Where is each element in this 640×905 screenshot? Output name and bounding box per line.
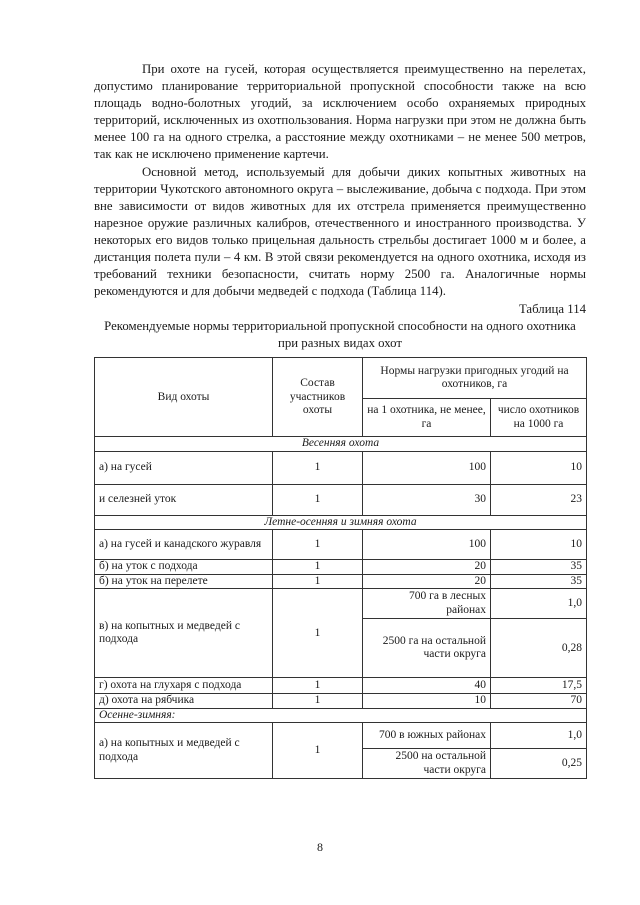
table-row xyxy=(95,530,587,560)
table-row xyxy=(95,484,587,515)
cell-per-1000: 0,25 xyxy=(491,749,587,779)
header-per-hunter: на 1 охотника, не менее, га xyxy=(363,399,491,437)
cell-members: 1 xyxy=(273,484,363,515)
table-row xyxy=(95,451,587,484)
cell-members: 1 xyxy=(273,530,363,560)
table-row xyxy=(95,560,587,575)
cell-per-1000: 1,0 xyxy=(491,723,587,749)
norms-table xyxy=(94,357,587,779)
cell-per-1000: 17,5 xyxy=(491,678,587,694)
page-content xyxy=(94,61,586,779)
cell-per-1000: 35 xyxy=(491,560,587,575)
cell-per-1000: 10 xyxy=(491,451,587,484)
cell-per-hunter: 30 xyxy=(363,484,491,515)
cell-per-hunter: 40 xyxy=(363,678,491,694)
section-row: Летне-осенняя и зимняя охота xyxy=(95,515,587,530)
cell-type: д) охота на рябчика xyxy=(95,694,273,709)
table-row xyxy=(95,723,587,749)
table-caption: Таблица 114 xyxy=(518,302,586,317)
cell-per-1000: 23 xyxy=(491,484,587,515)
cell-per-hunter: 2500 га на остальной части округа xyxy=(363,619,491,678)
cell-per-1000: 70 xyxy=(491,694,587,709)
cell-per-hunter: 700 в южных районах xyxy=(363,723,491,749)
paragraph: Основной метод, используемый для добычи диких копытных животных на территории Чукотского автономного округа – выслеживание, добыча с подхода. При этом вне зависимости от видов животных для их отстрела применяется преимущественно нарезное оружие различных калибров, отечественного и иностранного производства. У некоторых его видов только прицельная дальность стрельбы достигает 1000 м и более, а дистанция полета пули – 4 км. В этой связи рекомендуется на одного охотника, исходя из требований техники безопасности, считать норму 2500 га. Аналогичные нормы рекомендуются и для добычи медведей с подхода (Таблица 114). xyxy=(94,164,586,299)
paragraph: При охоте на гусей, которая осуществляется преимущественно на перелетах, допустимо планирование территориальной пропускной способности также на всю площадь водно-болотных угодий, за исключением особо охраняемых природных территорий, исключенных из охотпользования. Норма нагрузки при этом не должна быть менее 100 га на одного стрелка, а расстояние между охотниками – не менее 500 метров, так как не исключено применение картечи. xyxy=(94,62,586,162)
cell-per-hunter: 100 xyxy=(363,530,491,560)
cell-per-hunter: 100 xyxy=(363,451,491,484)
cell-per-1000: 1,0 xyxy=(491,589,587,619)
table-title-line: Рекомендуемые нормы территориальной пропускной способности на одного охотника xyxy=(104,319,576,334)
header-per-1000: число охотников на 1000 га xyxy=(491,399,587,437)
cell-members: 1 xyxy=(273,560,363,575)
cell-per-hunter: 700 га в лесных районах xyxy=(363,589,491,619)
page-number: 8 xyxy=(317,840,323,854)
cell-per-hunter: 10 xyxy=(363,694,491,709)
header-members: Состав участников охоты xyxy=(273,358,363,437)
cell-type: в) на копытных и медведей с подхода xyxy=(95,589,273,678)
section-row: Весенняя охота xyxy=(95,437,587,452)
cell-per-1000: 0,28 xyxy=(491,619,587,678)
cell-members: 1 xyxy=(273,723,363,779)
cell-members: 1 xyxy=(273,589,363,678)
table-row xyxy=(95,694,587,709)
cell-type: б) на уток с подхода xyxy=(95,560,273,575)
table-row xyxy=(95,678,587,694)
body-text xyxy=(94,61,586,300)
cell-type: а) на копытных и медведей с подхода xyxy=(95,723,273,779)
section-row: Осенне-зимняя: xyxy=(95,708,587,723)
cell-per-1000: 35 xyxy=(491,574,587,589)
cell-type: б) на уток на перелете xyxy=(95,574,273,589)
cell-per-hunter: 20 xyxy=(363,574,491,589)
table-title-line: при разных видах охот xyxy=(278,336,402,351)
table-row xyxy=(95,574,587,589)
cell-members: 1 xyxy=(273,451,363,484)
cell-type: г) охота на глухаря с подхода xyxy=(95,678,273,694)
cell-members: 1 xyxy=(273,678,363,694)
cell-members: 1 xyxy=(273,694,363,709)
table-title xyxy=(94,318,586,352)
cell-per-1000: 10 xyxy=(491,530,587,560)
cell-type: а) на гусей xyxy=(95,451,273,484)
cell-type: и селезней уток xyxy=(95,484,273,515)
header-norms: Нормы нагрузки пригодных угодий на охотников, га xyxy=(363,358,587,399)
cell-per-hunter: 20 xyxy=(363,560,491,575)
header-type: Вид охоты xyxy=(95,358,273,437)
cell-per-hunter: 2500 на остальной части округа xyxy=(363,749,491,779)
table-row xyxy=(95,589,587,619)
cell-type: а) на гусей и канадского журавля xyxy=(95,530,273,560)
cell-members: 1 xyxy=(273,574,363,589)
